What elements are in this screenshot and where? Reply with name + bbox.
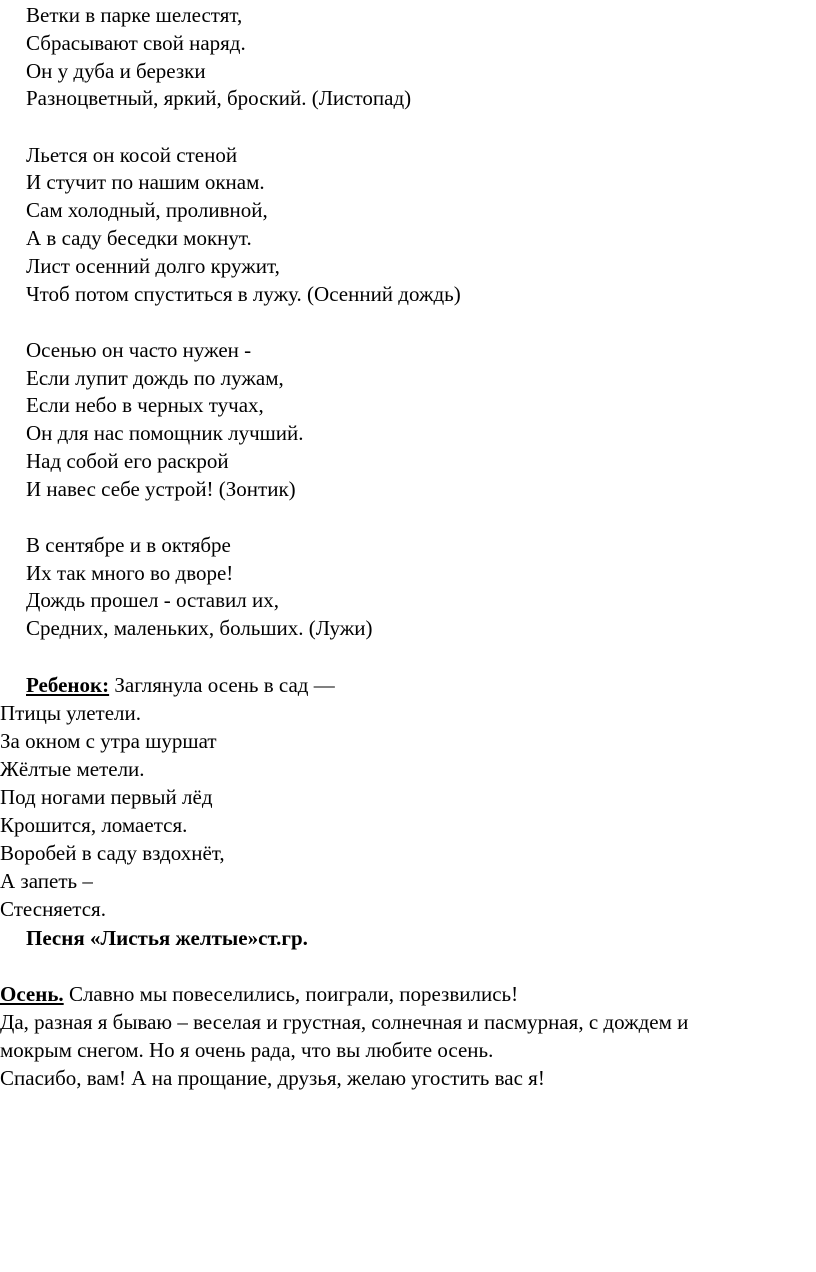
riddle-4-line-4: Средних, маленьких, больших. (Лужи) (26, 616, 373, 640)
riddle-2-line-1: Льется он косой стеной (26, 143, 238, 167)
child-line-2: Птицы улетели. (0, 701, 142, 725)
riddle-3-line-2: Если лупит дождь по лужам, (26, 366, 284, 390)
riddle-2-line-4: А в саду беседки мокнут. (26, 226, 252, 250)
child-first-line (26, 672, 335, 699)
riddle-1-line-4: Разноцветный, яркий, броский. (Листопад) (26, 86, 412, 110)
riddle-3-line-6: И навес себе устрой! (Зонтик) (26, 477, 296, 501)
riddle-3-line-4: Он для нас помощник лучший. (26, 421, 304, 445)
autumn-first-line-text: Славно мы повеселились, поиграли, порезвились! (63, 982, 519, 1006)
autumn-line-2: Да, разная я бываю – веселая и грустная, солнечная и пасмурная, с дождем и (0, 1010, 689, 1034)
child-line-8: А запеть – (0, 869, 93, 893)
autumn-line-3: мокрым снегом. Но я очень рада, что вы любите осень. (0, 1038, 494, 1062)
child-line-7: Воробей в саду вздохнёт, (0, 841, 225, 865)
child-line-6: Крошится, ломается. (0, 813, 188, 837)
riddle-2-line-6: Чтоб потом спуститься в лужу. (Осенний дождь) (26, 282, 461, 306)
child-speaker-label: Ребенок: (26, 673, 110, 697)
riddle-4-line-1: В сентябре и в октябре (26, 533, 231, 557)
riddle-2-line-5: Лист осенний долго кружит, (26, 254, 280, 278)
riddle-4-line-3: Дождь прошел - оставил их, (26, 588, 279, 612)
child-line-5: Под ногами первый лёд (0, 785, 213, 809)
riddle-1-line-2: Сбрасывают свой наряд. (26, 31, 246, 55)
child-line-9: Стесняется. (0, 897, 106, 921)
autumn-line-4: Спасибо, вам! А на прощание, друзья, желаю угостить вас я! (0, 1066, 545, 1090)
riddle-2-line-2: И стучит по нашим окнам. (26, 170, 265, 194)
autumn-speaker-label: Осень. (0, 982, 64, 1006)
riddle-2-line-3: Сам холодный, проливной, (26, 198, 268, 222)
child-first-line-text: Заглянула осень в сад — (109, 673, 335, 697)
song-heading: Песня «Листья желтые»ст.гр. (26, 926, 308, 950)
riddle-1-line-1: Ветки в парке шелестят, (26, 3, 243, 27)
riddle-3-line-5: Над собой его раскрой (26, 449, 229, 473)
autumn-first-line (0, 981, 518, 1008)
riddle-3-line-1: Осенью он часто нужен - (26, 338, 252, 362)
riddle-4-line-2: Их так много во дворе! (26, 561, 234, 585)
child-line-3: За окном с утра шуршат (0, 729, 217, 753)
riddle-1-line-3: Он у дуба и березки (26, 59, 206, 83)
riddle-3-line-3: Если небо в черных тучах, (26, 393, 264, 417)
child-line-4: Жёлтые метели. (0, 757, 145, 781)
